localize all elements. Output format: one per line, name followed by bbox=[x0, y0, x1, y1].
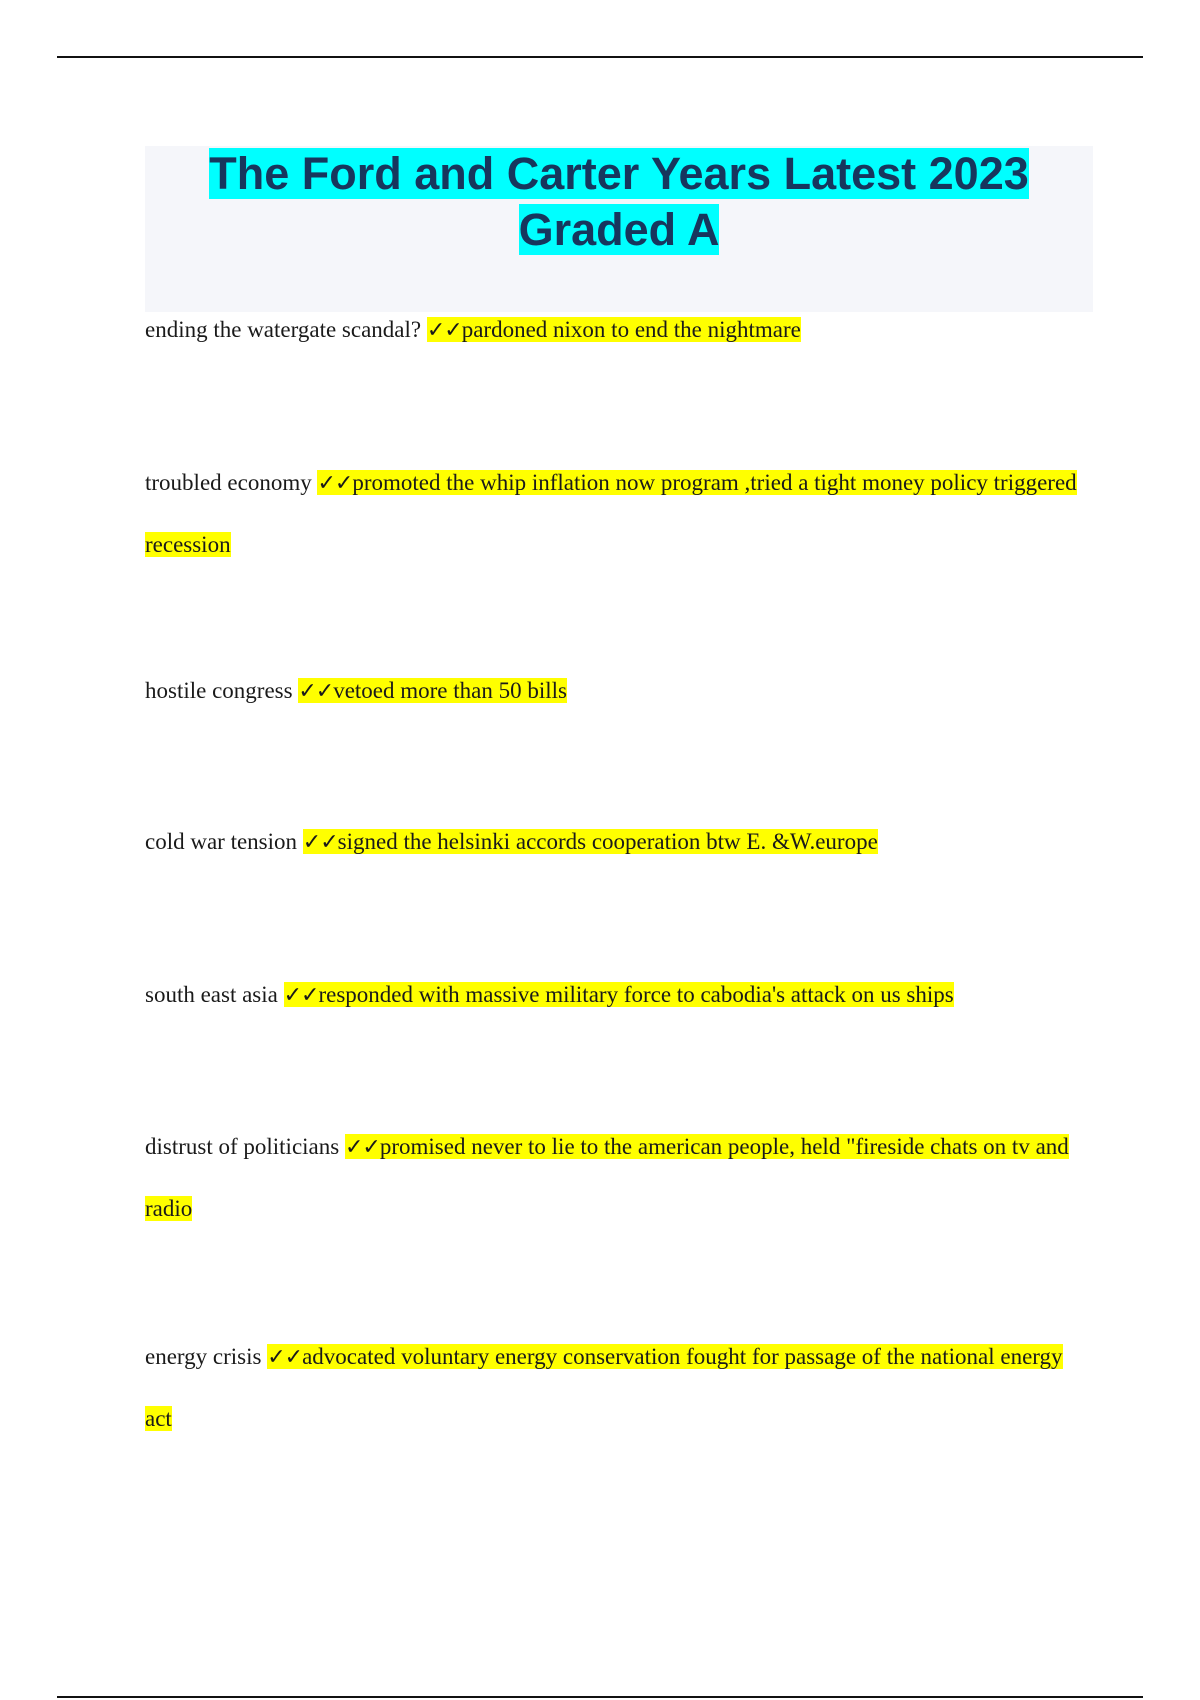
answer-text: advocated voluntary energy conservation fought for passage of the national energy act bbox=[145, 1344, 1063, 1431]
qa-item bbox=[145, 964, 1095, 1026]
question: energy crisis bbox=[145, 1344, 262, 1369]
check-icon: ✓✓ bbox=[426, 318, 462, 343]
qa-item bbox=[145, 452, 1095, 575]
qa-item bbox=[145, 660, 1095, 722]
qa-item bbox=[145, 1326, 1095, 1449]
answer-text: promised never to lie to the american people, held "fireside chats on tv and radio bbox=[145, 1134, 1069, 1221]
question: distrust of politicians bbox=[145, 1134, 340, 1159]
answer bbox=[298, 678, 567, 703]
page-title-text: The Ford and Carter Years Latest 2023 Graded A bbox=[209, 148, 1029, 255]
check-icon: ✓✓ bbox=[344, 1135, 380, 1160]
check-icon: ✓✓ bbox=[302, 830, 338, 855]
qa-item bbox=[145, 811, 1095, 873]
answer-text: signed the helsinki accords cooperation btw E. &W.europe bbox=[337, 829, 878, 854]
bottom-rule bbox=[57, 1696, 1143, 1698]
qa-item bbox=[145, 1116, 1095, 1239]
answer-text: vetoed more than 50 bills bbox=[333, 678, 567, 703]
check-icon: ✓✓ bbox=[298, 679, 334, 704]
answer bbox=[284, 982, 954, 1007]
check-icon: ✓✓ bbox=[267, 1345, 303, 1370]
answer bbox=[427, 317, 801, 342]
question: troubled economy bbox=[145, 470, 312, 495]
title-box bbox=[145, 146, 1093, 312]
question: cold war tension bbox=[145, 829, 298, 854]
answer-text: responded with massive military force to cabodia's attack on us ships bbox=[318, 982, 954, 1007]
answer bbox=[145, 1344, 1063, 1431]
check-icon: ✓✓ bbox=[317, 471, 353, 496]
question: hostile congress bbox=[145, 678, 293, 703]
qa-item bbox=[145, 299, 1095, 361]
page-title bbox=[145, 146, 1093, 258]
question: ending the watergate scandal? bbox=[145, 317, 422, 342]
check-icon: ✓✓ bbox=[283, 983, 319, 1008]
top-rule bbox=[57, 56, 1143, 58]
question: south east asia bbox=[145, 982, 278, 1007]
answer-text: pardoned nixon to end the nightmare bbox=[461, 317, 801, 342]
answer-text: promoted the whip inflation now program ,tried a tight money policy triggered recession bbox=[145, 470, 1077, 557]
answer bbox=[303, 829, 878, 854]
